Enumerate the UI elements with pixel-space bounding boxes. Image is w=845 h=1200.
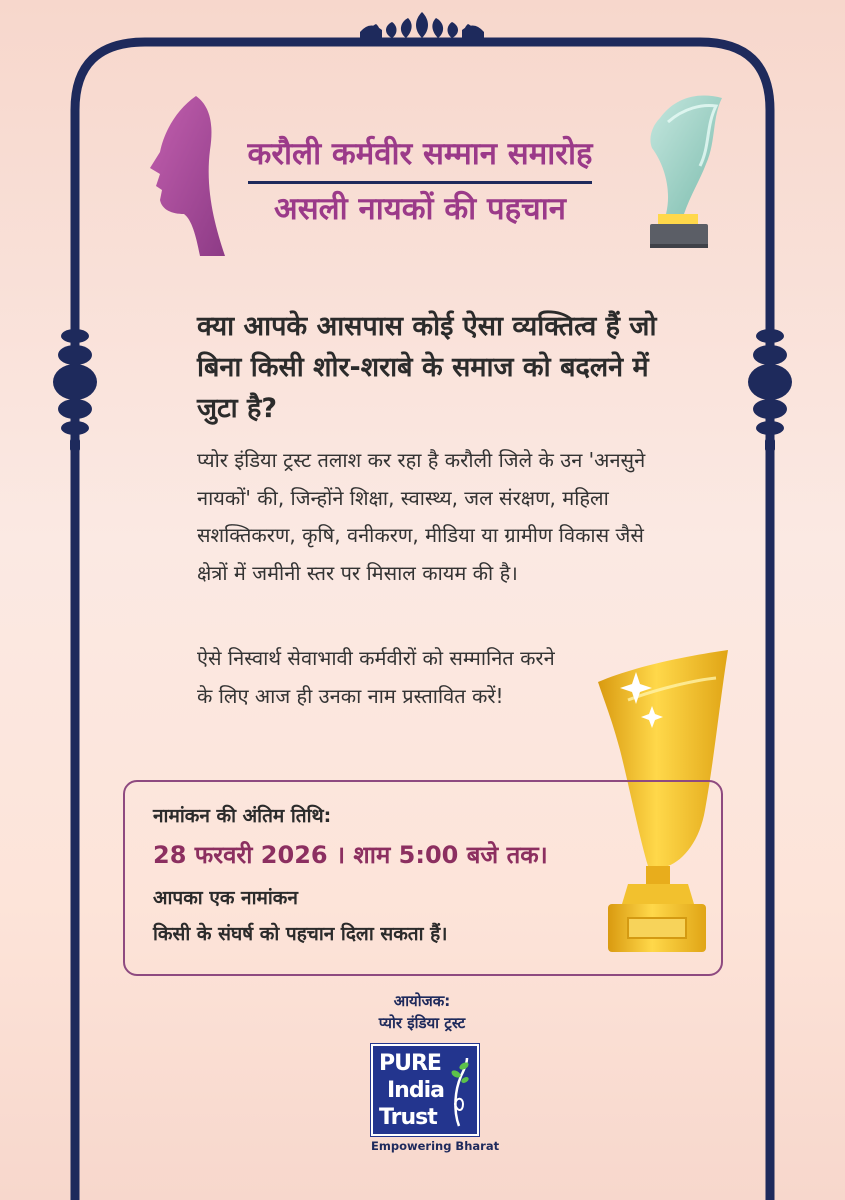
pure-india-trust-logo (371, 1044, 500, 1156)
glass-trophy-icon (650, 95, 722, 248)
call-to-action-paragraph: ऐसे निस्वार्थ सेवाभावी कर्मवीरों को सम्मानित करने के लिए आज ही उनका नाम प्रस्तावित करें! (197, 646, 555, 708)
organizer-label: आयोजक: (393, 992, 451, 1010)
nomination-note-line2: किसी के संघर्ष को पहचान दिला सकता हैं। (153, 923, 448, 945)
nomination-note-line1: आपका एक नामांकन (153, 887, 298, 909)
logo-word-trust: Trust (379, 1105, 437, 1130)
logo-word-india: India (387, 1078, 444, 1103)
headline-question: क्या आपके आसपास कोई ऐसा व्यक्तित्व हैं जो बिना किसी शोर-शराबे के समाज को बदलने में जुटा है? (197, 311, 657, 424)
event-title: करौली कर्मवीर सम्मान समारोह (248, 133, 593, 184)
title-block (200, 133, 640, 232)
lotus-ornament-icon (360, 12, 484, 40)
event-subtitle: असली नायकों की पहचान (274, 191, 566, 227)
organizer-block (322, 990, 522, 1034)
description-paragraph: प्योर इंडिया ट्रस्ट तलाश कर रहा है करौली जिले के उन 'अनसुने नायकों' की, जिन्होंने शिक्षा, स्वास्थ्य, जल संरक्षण, महिला सशक्तिकरण, कृषि, वनीकरण, मीडिया या ग्रामीण विकास जैसे क्षेत्रों में जमीनी स्तर पर मिसाल कायम की है। (197, 448, 646, 585)
deadline-box (123, 780, 723, 976)
logo-word-pure: PURE (379, 1051, 441, 1076)
quill-leaf-icon (447, 1056, 471, 1128)
right-side-ornament (748, 329, 792, 452)
organizer-name: प्योर इंडिया ट्रस्ट (378, 1014, 466, 1032)
logo-tagline: Empowering Bharat (371, 1139, 500, 1153)
deadline-date: 28 फरवरी 2026 । शाम 5:00 बजे तक। (153, 841, 548, 869)
deadline-label: नामांकन की अंतिम तिथि: (153, 805, 332, 827)
logo-box (371, 1044, 479, 1136)
left-side-ornament (53, 329, 97, 452)
